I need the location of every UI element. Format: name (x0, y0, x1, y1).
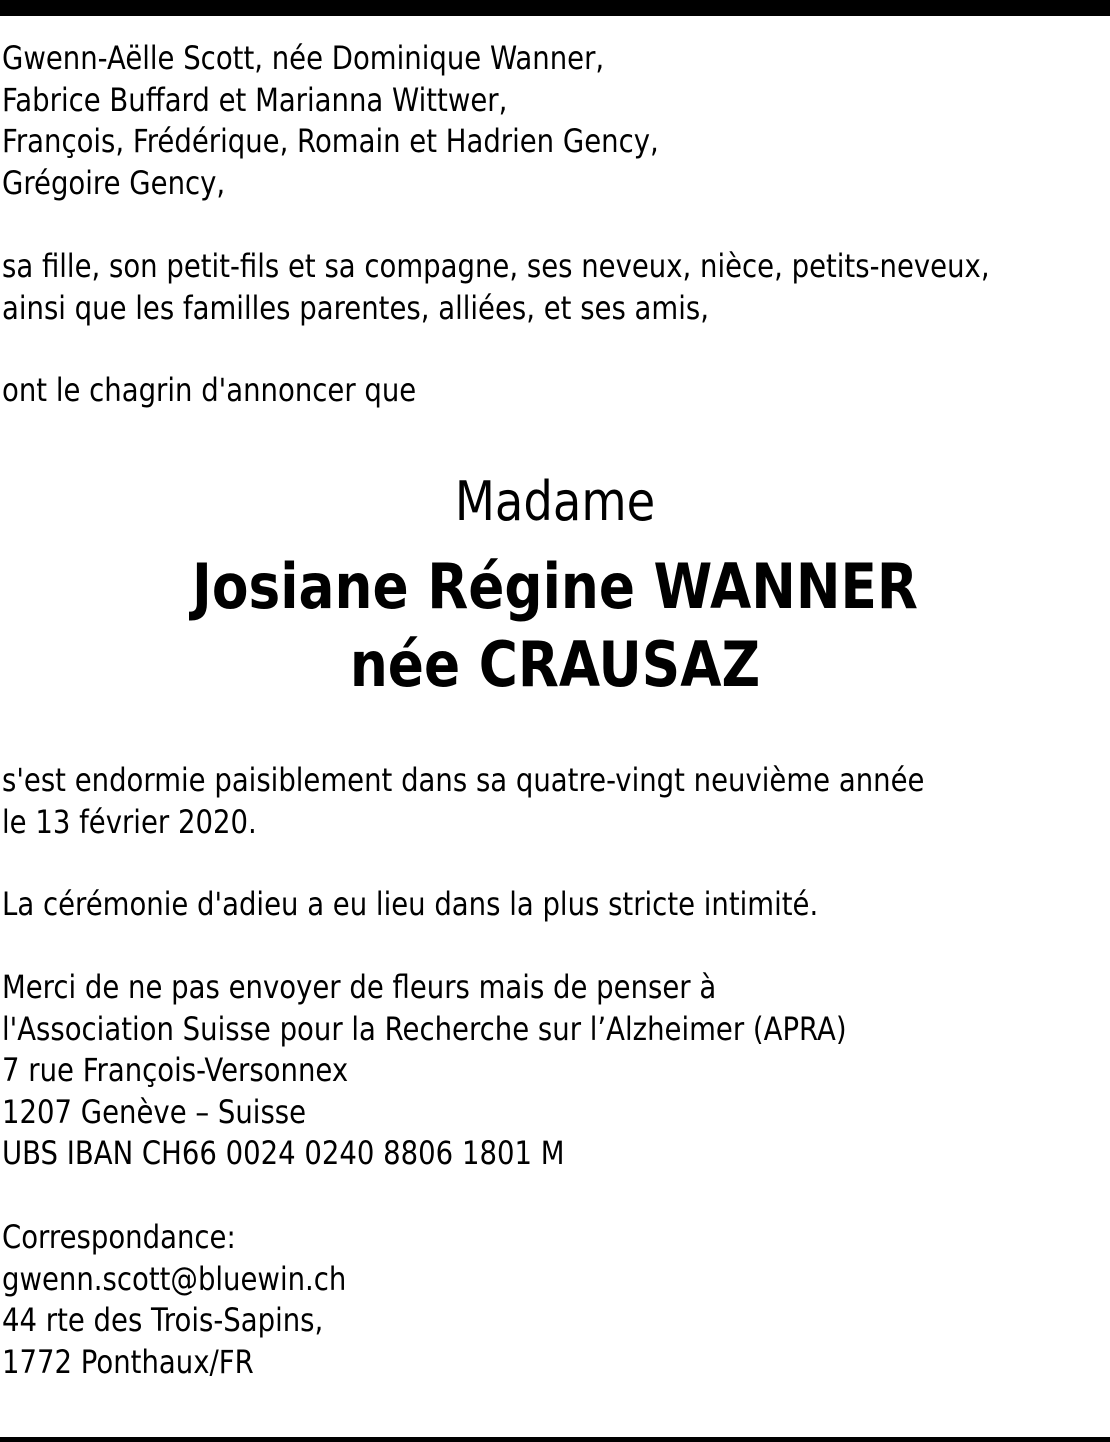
relations-block (2, 246, 990, 329)
family-line: Gwenn-Aëlle Scott, née Dominique Wanner, (2, 39, 605, 77)
correspondence-street: 44 rte des Trois-Sapins, (2, 1301, 324, 1339)
correspondence-email: gwenn.scott@bluewin.ch (2, 1259, 347, 1298)
family-names-block (2, 38, 659, 204)
death-line: s'est endormie paisiblement dans sa quatre-vingt neuvième année (2, 761, 925, 799)
donation-block (2, 967, 847, 1175)
family-line: Grégoire Gency, (2, 163, 226, 202)
ceremony-text: La cérémonie d'adieu a eu lieu dans la plus stricte intimité. (2, 885, 819, 923)
top-rule (0, 0, 1110, 16)
donation-line: 1207 Genève – Suisse (2, 1092, 307, 1131)
correspondence-label: Correspondance: (2, 1218, 236, 1256)
deceased-name-block (0, 548, 1110, 704)
deceased-title: Madame (454, 470, 656, 533)
donation-line: l'Association Suisse pour la Recherche sur l’Alzheimer (APRA) (2, 1009, 847, 1048)
announce-text: ont le chagrin d'annoncer que (2, 371, 417, 409)
donation-line: UBS IBAN CH66 0024 0240 8806 1801 M (2, 1134, 565, 1172)
death-line: le 13 février 2020. (2, 802, 257, 841)
deceased-heading (0, 470, 1110, 534)
family-line: François, Frédérique, Romain et Hadrien Gency, (2, 122, 659, 160)
donation-line: 7 rue François-Versonnex (2, 1051, 349, 1089)
family-line: Fabrice Buffard et Marianna Wittwer, (2, 80, 508, 119)
deceased-maiden-name: née CRAUSAZ (349, 628, 761, 701)
donation-line: Merci de ne pas envoyer de fleurs mais de penser à (2, 968, 717, 1006)
deceased-name: Josiane Régine WANNER (192, 550, 918, 623)
correspondence-block (2, 1217, 346, 1383)
correspondence-city: 1772 Ponthaux/FR (2, 1342, 254, 1381)
relations-line: ainsi que les familles parentes, alliées, et ses amis, (2, 288, 709, 327)
announce-block (2, 370, 416, 412)
death-notice-block (2, 760, 924, 843)
bottom-rule (0, 1437, 1110, 1442)
relations-line: sa fille, son petit-fils et sa compagne, ses neveux, nièce, petits-neveux, (2, 247, 990, 285)
ceremony-block (2, 884, 818, 926)
